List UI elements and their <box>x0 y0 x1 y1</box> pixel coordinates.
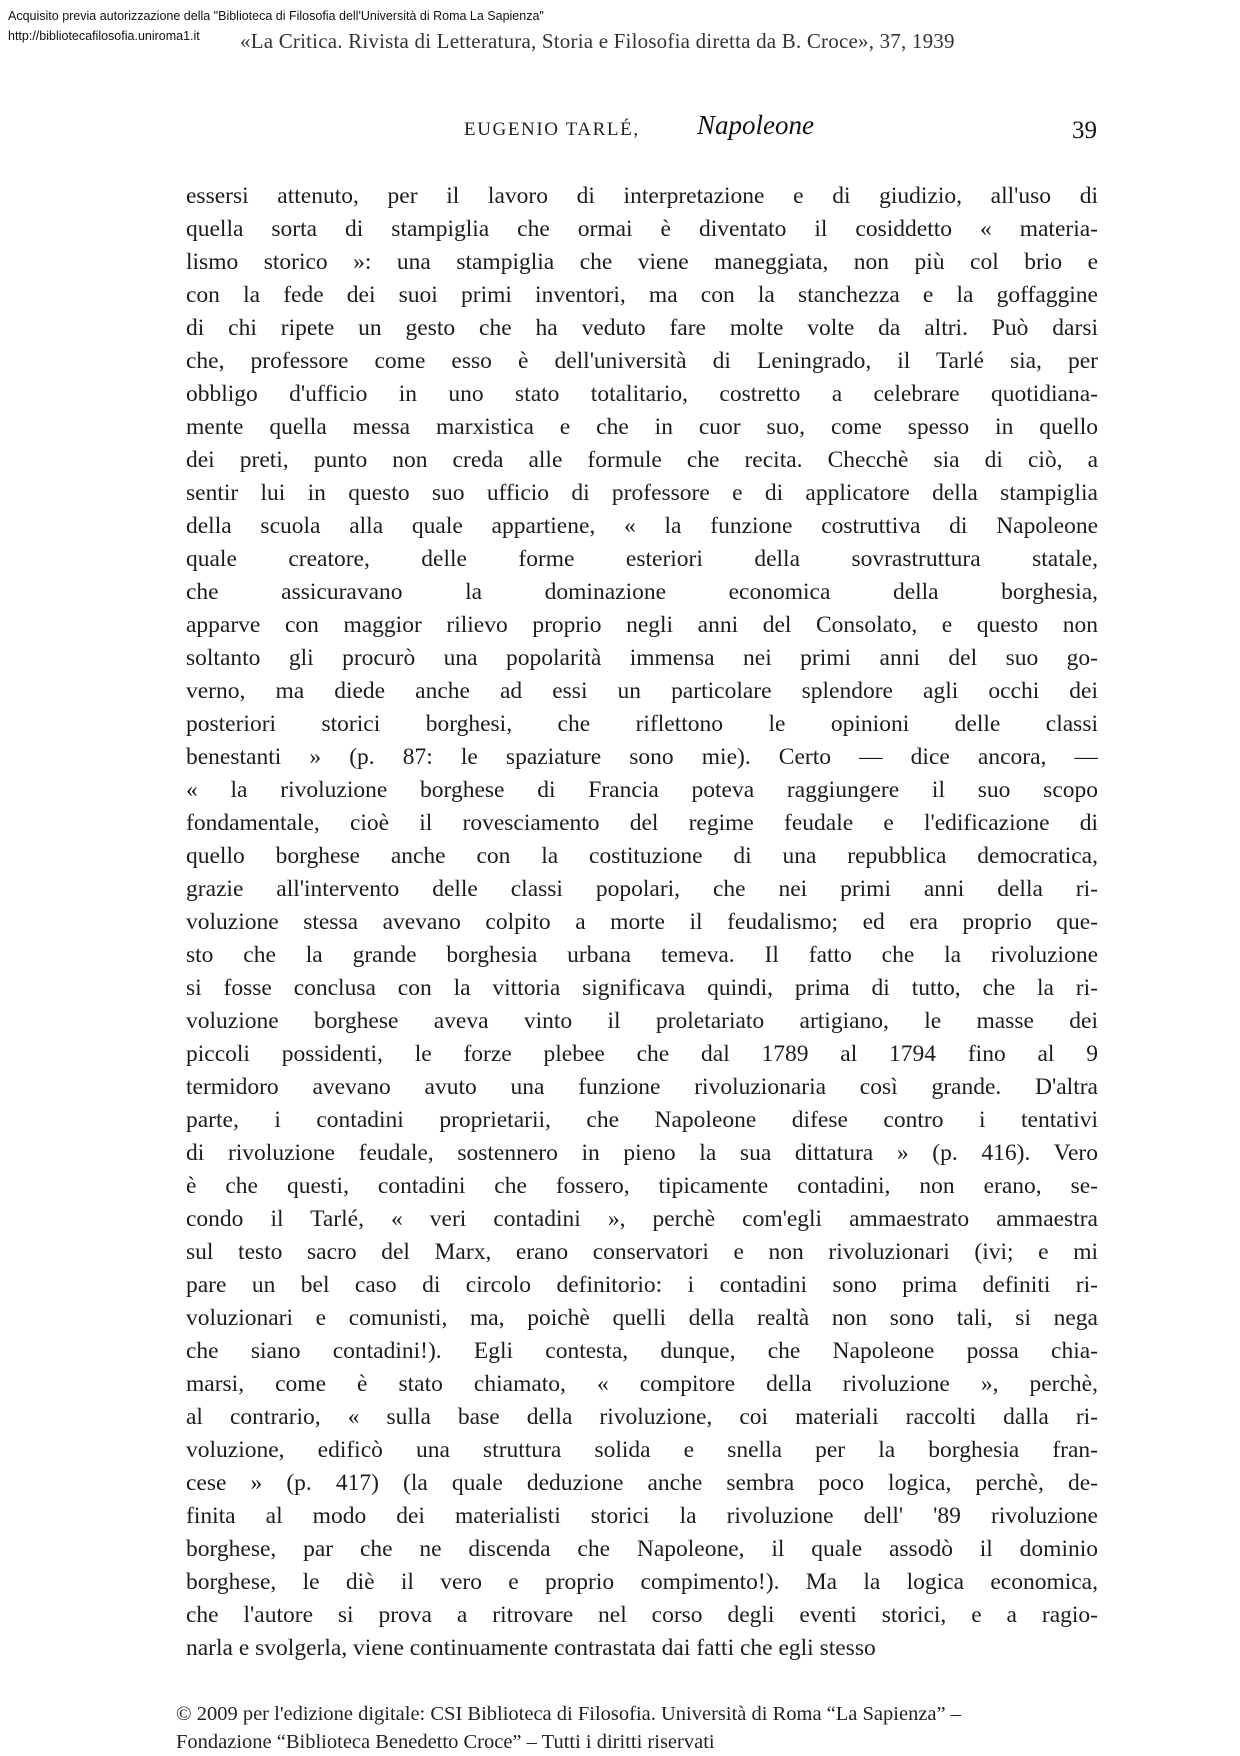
text-line: dei preti, punto non creda alle formule che recita. Checchè sia di ciò, a <box>186 447 1098 473</box>
text-line: essersi attenuto, per il lavoro di interpretazione e di giudizio, all'uso di <box>186 183 1098 209</box>
text-line: grazie all'intervento delle classi popolari, che nei primi anni della ri- <box>186 876 1098 902</box>
library-url: http://bibliotecafilosofia.uniroma1.it <box>8 29 200 43</box>
text-line: verno, ma diede anche ad essi un particolare splendore agli occhi dei <box>186 678 1098 704</box>
text-line: cese » (p. 417) (la quale deduzione anche sembra poco logica, perchè, de- <box>186 1470 1098 1496</box>
text-line: quale creatore, delle forme esteriori della sovrastruttura statale, <box>186 546 1098 572</box>
text-line: che siano contadini!). Egli contesta, dunque, che Napoleone possa chia- <box>186 1338 1098 1364</box>
page-number: 39 <box>1072 117 1097 144</box>
text-line: condo il Tarlé, « veri contadini », perchè com'egli ammaestrato ammaestra <box>186 1206 1098 1232</box>
running-head <box>0 110 1240 150</box>
running-head-title: Napoleone <box>697 110 814 140</box>
text-line: benestanti » (p. 87: le spaziature sono mie). Certo — dice ancora, — <box>186 744 1098 770</box>
text-line: obbligo d'ufficio in uno stato totalitario, costretto a celebrare quotidiana- <box>186 381 1098 407</box>
text-line: che, professore come esso è dell'università di Leningrado, il Tarlé sia, per <box>186 348 1098 374</box>
body-text <box>186 180 1098 1665</box>
text-line: voluzione borghese aveva vinto il proletariato artigiano, le masse dei <box>186 1008 1098 1034</box>
text-line: piccoli possidenti, le forze plebee che dal 1789 al 1794 fino al 9 <box>186 1041 1098 1067</box>
text-line: della scuola alla quale appartiene, « la funzione costruttiva di Napoleone <box>186 513 1098 539</box>
copyright-footer <box>176 1700 961 1756</box>
text-line: marsi, come è stato chiamato, « compitore della rivoluzione », perchè, <box>186 1371 1098 1397</box>
rights-line: Fondazione “Biblioteca Benedetto Croce” – Tutti i diritti riservati <box>176 1731 715 1753</box>
text-line: borghese, par che ne discenda che Napoleone, il quale assodò il dominio <box>186 1536 1098 1562</box>
text-line: che l'autore si prova a ritrovare nel corso degli eventi storici, e a ragio- <box>186 1602 1098 1628</box>
text-line: borghese, le diè il vero e proprio compimento!). Ma la logica economica, <box>186 1569 1098 1595</box>
text-line: « la rivoluzione borghese di Francia poteva raggiungere il suo scopo <box>186 777 1098 803</box>
text-line: apparve con maggior rilievo proprio negli anni del Consolato, e questo non <box>186 612 1098 638</box>
text-line: posteriori storici borghesi, che riflettono le opinioni delle classi <box>186 711 1098 737</box>
text-line: è che questi, contadini che fossero, tipicamente contadini, non erano, se- <box>186 1173 1098 1199</box>
text-line: di rivoluzione feudale, sostennero in pieno la sua dittatura » (p. 416). Vero <box>186 1140 1098 1166</box>
text-line: parte, i contadini proprietarii, che Napoleone difese contro i tentativi <box>186 1107 1098 1133</box>
text-line: soltanto gli procurò una popolarità immensa nei primi anni del suo go- <box>186 645 1098 671</box>
text-line: sentir lui in questo suo ufficio di professore e di applicatore della stampiglia <box>186 480 1098 506</box>
text-line: mente quella messa marxistica e che in cuor suo, come spesso in quello <box>186 414 1098 440</box>
text-line: sto che la grande borghesia urbana temeva. Il fatto che la rivoluzione <box>186 942 1098 968</box>
text-line: al contrario, « sulla base della rivoluzione, coi materiali raccolti dalla ri- <box>186 1404 1098 1430</box>
journal-citation: «La Critica. Rivista di Letteratura, Storia e Filosofia diretta da B. Croce», 37, 1939 <box>240 29 955 53</box>
text-line: voluzione stessa avevano colpito a morte il feudalismo; ed era proprio que- <box>186 909 1098 935</box>
running-head-author: EUGENIO TARLÉ, <box>464 119 640 140</box>
text-line: narla e svolgerla, viene continuamente contrastata dai fatti che egli stesso <box>186 1635 876 1661</box>
text-line: finita al modo dei materialisti storici la rivoluzione dell' '89 rivoluzione <box>186 1503 1098 1529</box>
text-line: di chi ripete un gesto che ha veduto fare molte volte da altri. Può darsi <box>186 315 1098 341</box>
text-line: quella sorta di stampiglia che ormai è diventato il cosiddetto « materia- <box>186 216 1098 242</box>
text-line: con la fede dei suoi primi inventori, ma con la stanchezza e la goffaggine <box>186 282 1098 308</box>
copyright-line: © 2009 per l'edizione digitale: CSI Biblioteca di Filosofia. Università di Roma “La Sapienza” – <box>176 1703 961 1725</box>
text-line: quello borghese anche con la costituzione di una repubblica democratica, <box>186 843 1098 869</box>
text-line: che assicuravano la dominazione economica della borghesia, <box>186 579 1098 605</box>
text-line: sul testo sacro del Marx, erano conservatori e non rivoluzionari (ivi; e mi <box>186 1239 1098 1265</box>
text-line: fondamentale, cioè il rovesciamento del regime feudale e l'edificazione di <box>186 810 1098 836</box>
text-line: termidoro avevano avuto una funzione rivoluzionaria così grande. D'altra <box>186 1074 1098 1100</box>
text-line: voluzionari e comunisti, ma, poichè quelli della realtà non sono tali, si nega <box>186 1305 1098 1331</box>
text-line: lismo storico »: una stampiglia che viene maneggiata, non più col brio e <box>186 249 1098 275</box>
text-line: pare un bel caso di circolo definitorio: i contadini sono prima definiti ri- <box>186 1272 1098 1298</box>
text-line: voluzione, edificò una struttura solida e snella per la borghesia fran- <box>186 1437 1098 1463</box>
access-notice-text: Acquisito previa autorizzazione della "Biblioteca di Filosofia dell'Università di Roma La Sapienza" <box>8 9 544 23</box>
text-line: si fosse conclusa con la vittoria significava quindi, prima di tutto, che la ri- <box>186 975 1098 1001</box>
